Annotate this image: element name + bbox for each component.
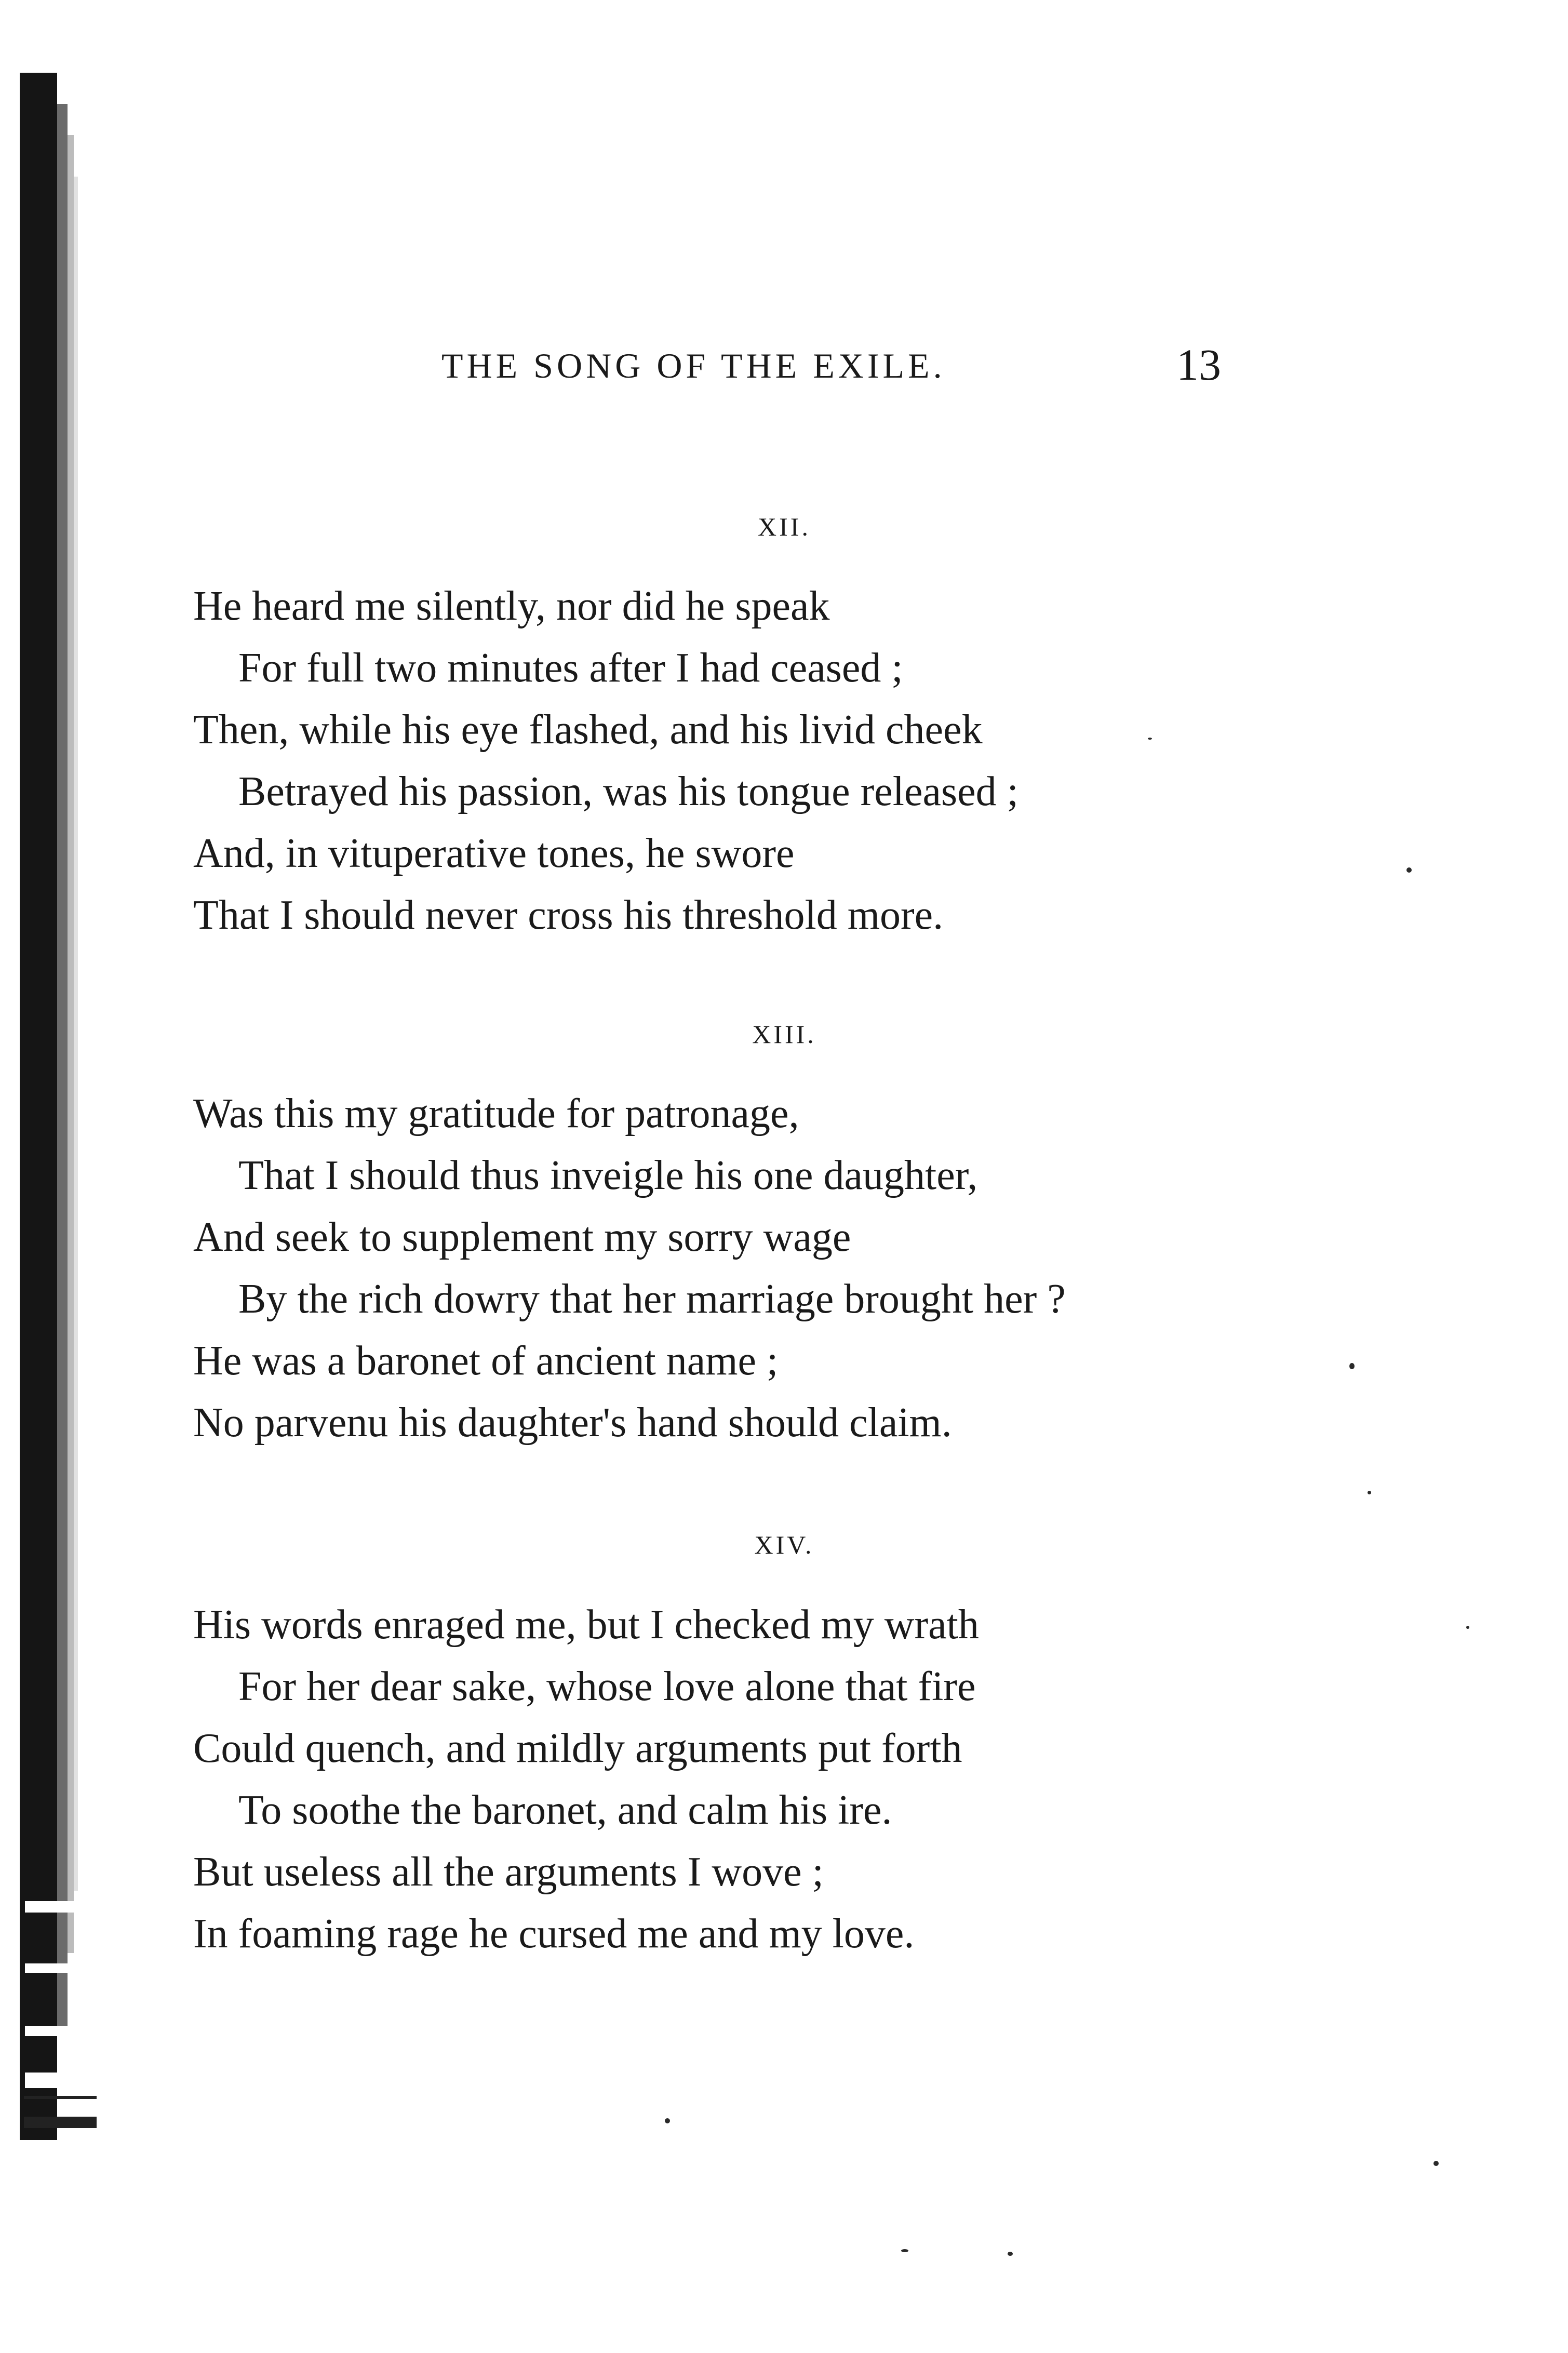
verse-line: And seek to supplement my sorry wage	[193, 1214, 851, 1260]
stanza	[193, 1594, 1310, 1965]
stanza-number: XII.	[758, 512, 811, 541]
scan-speck	[1148, 738, 1152, 740]
verse-line: For her dear sake, whose love alone that fire	[238, 1664, 976, 1709]
verse-line: But useless all the arguments I wove ;	[193, 1849, 824, 1895]
binding-shadow	[9, 73, 113, 2140]
verse-line: He heard me silently, nor did he speak	[193, 583, 830, 629]
verse-line: No parvenu his daughter's hand should claim.	[193, 1400, 952, 1446]
scan-speck	[1466, 1626, 1469, 1629]
verse-line: And, in vituperative tones, he swore	[193, 831, 795, 876]
verse-line: Betrayed his passion, was his tongue released ;	[238, 769, 1018, 814]
verse-line: Could quench, and mildly arguments put forth	[193, 1726, 962, 1771]
scan-speck	[1368, 1491, 1371, 1494]
verse-line: Then, while his eye flashed, and his livid cheek	[193, 707, 983, 753]
verse-line: To soothe the baronet, and calm his ire.	[238, 1787, 892, 1833]
scan-speck	[901, 2249, 908, 2252]
stanza	[193, 1083, 1310, 1454]
verse-line: He was a baronet of ancient name ;	[193, 1338, 779, 1384]
scan-speck	[1349, 1363, 1355, 1369]
verse-line: By the rich dowry that her marriage brought her ?	[238, 1276, 1066, 1322]
verse-line: In foaming rage he cursed me and my love.	[193, 1911, 915, 1957]
stanza-number: XIII.	[752, 1020, 816, 1049]
verse-line: That I should thus inveigle his one daughter,	[238, 1153, 978, 1198]
page-number: 13	[1176, 340, 1221, 390]
running-head: THE SONG OF THE EXILE.	[441, 346, 946, 385]
scan-speck	[665, 2118, 670, 2123]
stanza	[193, 576, 1310, 946]
stanza-number: XIV.	[754, 1530, 814, 1559]
scan-speck	[1433, 2161, 1439, 2166]
verse-line: For full two minutes after I had ceased ;	[238, 645, 903, 691]
verse-line: That I should never cross his threshold more.	[193, 892, 944, 938]
scan-speck	[1008, 2252, 1013, 2256]
verse-line: His words enraged me, but I checked my wrath	[193, 1602, 979, 1648]
scan-speck	[1406, 867, 1412, 873]
verse-line: Was this my gratitude for patronage,	[193, 1091, 799, 1137]
